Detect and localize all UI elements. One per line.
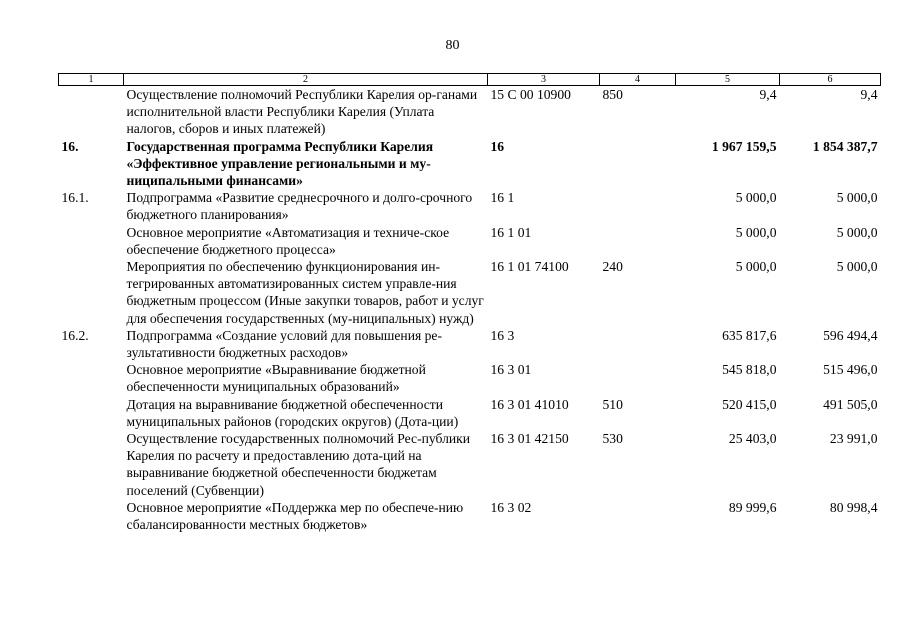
header-col-5: 5: [676, 74, 780, 86]
header-col-1: 1: [59, 74, 124, 86]
table-row: [59, 86, 881, 138]
row-expense-type: 850: [602, 87, 623, 102]
row-amount-2: 80 998,4: [829, 499, 878, 515]
row-code: 16 3 02: [490, 499, 532, 515]
row-code: 16 3: [490, 327, 515, 343]
table-row: [59, 189, 881, 223]
header-col-2: 2: [124, 74, 488, 86]
row-name: Осуществление полномочий Республики Карелия ор-ганами исполнительной власти Республики Карелия (Уплата налогов, сборов и иных платежей): [126, 87, 478, 137]
row-amount-2: 5 000,0: [836, 259, 878, 275]
table-row: [59, 499, 881, 533]
budget-table: [58, 73, 881, 533]
header-col-4: 4: [600, 74, 676, 86]
row-number: 16.1.: [61, 190, 89, 206]
header-row: [59, 74, 881, 86]
row-amount-2: 1 854 387,7: [812, 138, 878, 154]
row-amount-2: 491 505,0: [823, 396, 878, 412]
row-amount-2: 5 000,0: [836, 190, 878, 206]
row-number: [59, 258, 124, 327]
table-row: [59, 361, 881, 395]
row-code: 16: [490, 138, 505, 154]
row-number: [59, 499, 124, 533]
row-number: [59, 86, 124, 138]
row-amount-2: 9,4: [860, 87, 878, 102]
row-amount-1: 9,4: [759, 87, 777, 102]
row-amount-1: 25 403,0: [728, 431, 777, 447]
row-name: Подпрограмма «Развитие среднесрочного и долго-срочного бюджетного планирования»: [126, 190, 473, 223]
row-name: Осуществление государственных полномочий Рес-публики Карелия по расчету и предоставлению дота-ций на выравнивание бюджетной обеспеченности бюджетам поселений (Субвенции): [126, 431, 471, 498]
row-code: 15 С 00 10900: [490, 87, 571, 102]
row-code: 16 1 01 74100: [490, 259, 569, 275]
row-code: 16 1 01: [490, 224, 532, 240]
page-number: 80: [445, 38, 460, 53]
header-col-3: 3: [488, 74, 600, 86]
row-number: [59, 430, 124, 499]
row-amount-1: 635 817,6: [722, 327, 777, 343]
row-amount-1: 5 000,0: [735, 224, 777, 240]
row-name: Основное мероприятие «Автоматизация и техниче-ское обеспечение бюджетного процесса»: [126, 224, 450, 257]
header-col-6: 6: [780, 74, 881, 86]
table-header: [59, 74, 881, 86]
row-amount-1: 1 967 159,5: [711, 138, 777, 154]
row-number: 16.: [61, 138, 79, 154]
table-row: [59, 327, 881, 361]
row-name: Основное мероприятие «Поддержка мер по обеспече-нию сбалансированности местных бюджетов»: [126, 499, 464, 533]
row-amount-1: 545 818,0: [722, 362, 777, 378]
row-name: Подпрограмма «Создание условий для повышения ре-зультативности бюджетных расходов»: [126, 327, 442, 361]
row-number: [59, 224, 124, 258]
row-name: Мероприятия по обеспечению функционирования ин-тегрированных автоматизированных систем управле-ния бюджетным процессом (Иные закупки товаров, работ и услуг для обеспечения государственных (му-ниципальных) нужд): [126, 259, 484, 326]
row-expense-type: [600, 361, 676, 395]
row-expense-type: 240: [602, 259, 623, 275]
table-body: [59, 86, 881, 534]
row-amount-2: 5 000,0: [836, 224, 878, 240]
row-expense-type: [600, 327, 676, 361]
row-amount-1: 89 999,6: [728, 499, 777, 515]
row-expense-type: 510: [602, 396, 623, 412]
row-code: 16 3 01 41010: [490, 396, 569, 412]
row-amount-1: 5 000,0: [735, 190, 777, 206]
row-name: Дотация на выравнивание бюджетной обеспеченности муниципальных районов (городских округов) (Дота-ции): [126, 396, 459, 429]
row-amount-2: 515 496,0: [823, 362, 878, 378]
table-row: [59, 396, 881, 430]
row-number: 16.2.: [61, 327, 89, 343]
row-amount-1: 5 000,0: [735, 259, 777, 275]
row-expense-type: [600, 224, 676, 258]
row-amount-1: 520 415,0: [722, 396, 777, 412]
row-code: 16 3 01: [490, 362, 532, 378]
row-number: [59, 361, 124, 395]
table-row: [59, 258, 881, 327]
row-name: Государственная программа Республики Карелия «Эффективное управление региональными и му-ниципальными финансами»: [126, 138, 434, 189]
row-amount-2: 23 991,0: [829, 431, 878, 447]
row-number: [59, 396, 124, 430]
table-row: [59, 430, 881, 499]
table-row: [59, 224, 881, 258]
row-code: 16 1: [490, 190, 515, 206]
row-expense-type: 530: [602, 431, 623, 447]
row-expense-type: [600, 138, 676, 190]
table-row: [59, 138, 881, 190]
row-expense-type: [600, 189, 676, 223]
row-expense-type: [600, 499, 676, 533]
row-amount-2: 596 494,4: [823, 327, 878, 343]
row-code: 16 3 01 42150: [490, 431, 569, 447]
row-name: Основное мероприятие «Выравнивание бюджетной обеспеченности муниципальных образований»: [126, 362, 426, 395]
